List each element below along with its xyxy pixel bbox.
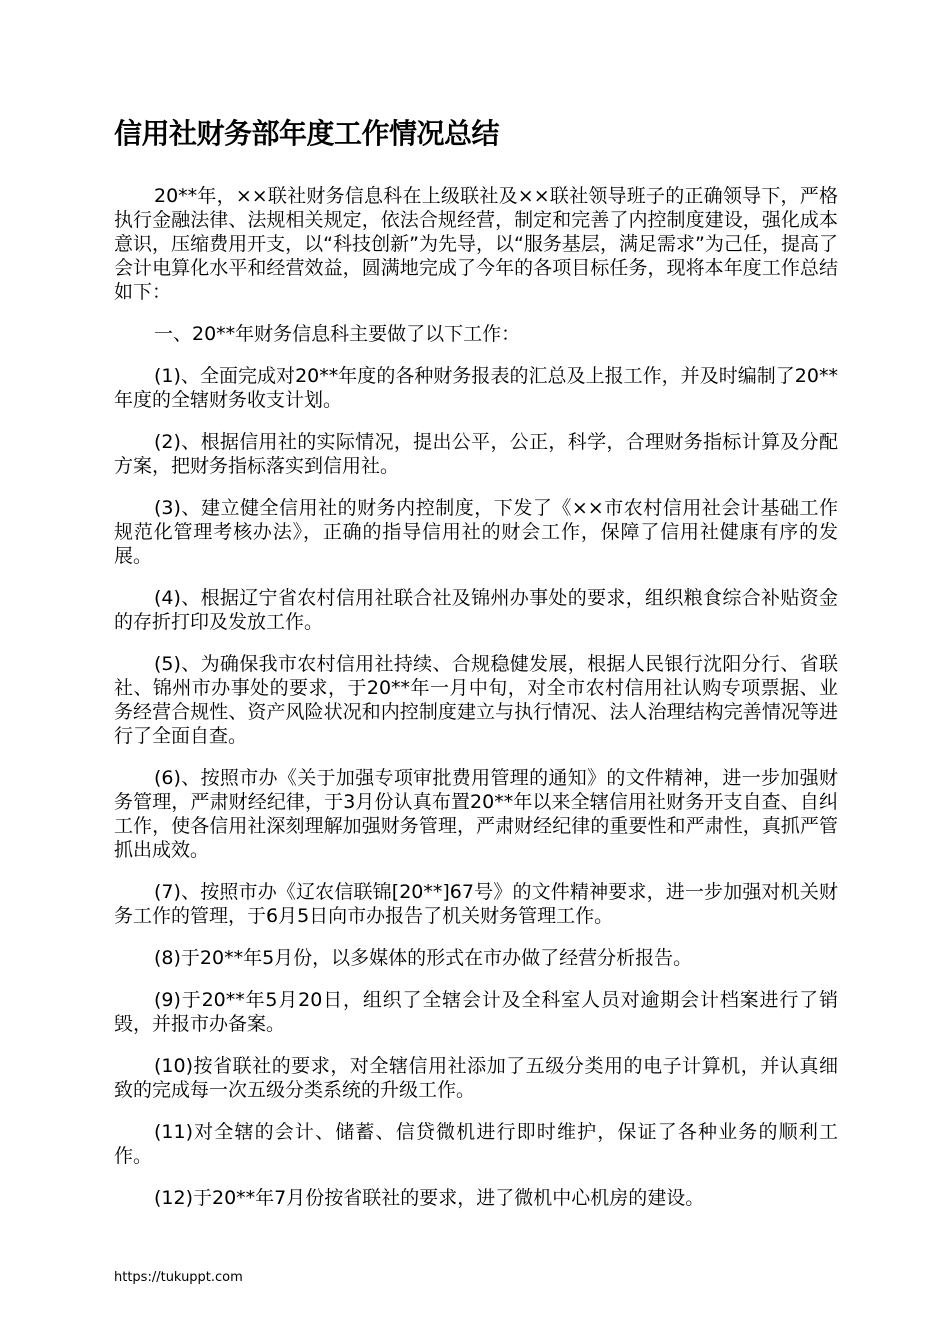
list-item-5: (5)、为确保我市农村信用社持续、合规稳健发展，根据人民银行沈阳分行、省联社、锦州市办事处的要求，于20**年一月中旬，对全市农村信用社认购专项票据、业务经营合规性、资产风险状况和内控制度建立与执行情况、法人治理结构完善情况等进行了全面自查。	[114, 653, 838, 747]
section-heading: 一、20**年财务信息科主要做了以下工作：	[154, 323, 521, 345]
list-item-1: (1)、全面完成对20**年度的各种财务报表的汇总及上报工作，并及时编制了20**年度的全辖财务收支计划。	[114, 365, 838, 411]
document-title: 信用社财务部年度工作情况总结	[114, 117, 500, 150]
list-item-10: (10)按省联社的要求，对全辖信用社添加了五级分类用的电子计算机，并认真细致的完成每一次五级分类系统的升级工作。	[114, 1055, 838, 1101]
list-item-4: (4)、根据辽宁省农村信用社联合社及锦州办事处的要求，组织粮食综合补贴资金的存折打印及发放工作。	[114, 587, 838, 633]
list-item-12: (12)于20**年7月份按省联社的要求，进了微机中心机房的建设。	[154, 1187, 705, 1209]
list-item-7: (7)、按照市办《辽农信联锦[20**]67号》的文件精神要求，进一步加强对机关财务工作的管理，于6月5日向市办报告了机关财务管理工作。	[114, 881, 838, 927]
footer-url[interactable]: https://tukuppt.com	[114, 1270, 243, 1285]
intro-paragraph: 20**年，××联社财务信息科在上级联社及××联社领导班子的正确领导下，严格执行金融法律、法规相关规定，依法合规经营，制定和完善了内控制度建设，强化成本意识，压缩费用开支，以“科技创新”为先导，以“服务基层，满足需求”为己任，提高了会计电算化水平和经营效益，圆满地完成了今年的各项目标任务，现将本年度工作总结如下：	[114, 185, 838, 303]
list-item-9: (9)于20**年5月20日，组织了全辖会计及全科室人员对逾期会计档案进行了销毁，并报市办备案。	[114, 989, 838, 1035]
document-body	[114, 184, 838, 1228]
list-item-11: (11)对全辖的会计、储蓄、信贷微机进行即时维护，保证了各种业务的顺利工作。	[114, 1121, 838, 1167]
list-item-6: (6)、按照市办《关于加强专项审批费用管理的通知》的文件精神，进一步加强财务管理，严肃财经纪律，于3月份认真布置20**年以来全辖信用社财务开支自查、自纠工作，使各信用社深刻理解加强财务管理，严肃财经纪律的重要性和严肃性，真抓严管抓出成效。	[114, 767, 838, 861]
list-item-2: (2)、根据信用社的实际情况，提出公平，公正，科学，合理财务指标计算及分配方案，把财务指标落实到信用社。	[114, 431, 838, 477]
list-item-8: (8)于20**年5月份，以多媒体的形式在市办做了经营分析报告。	[154, 947, 693, 969]
list-item-3: (3)、建立健全信用社的财务内控制度，下发了《××市农村信用社会计基础工作规范化管理考核办法》，正确的指导信用社的财会工作，保障了信用社健康有序的发展。	[114, 497, 838, 567]
